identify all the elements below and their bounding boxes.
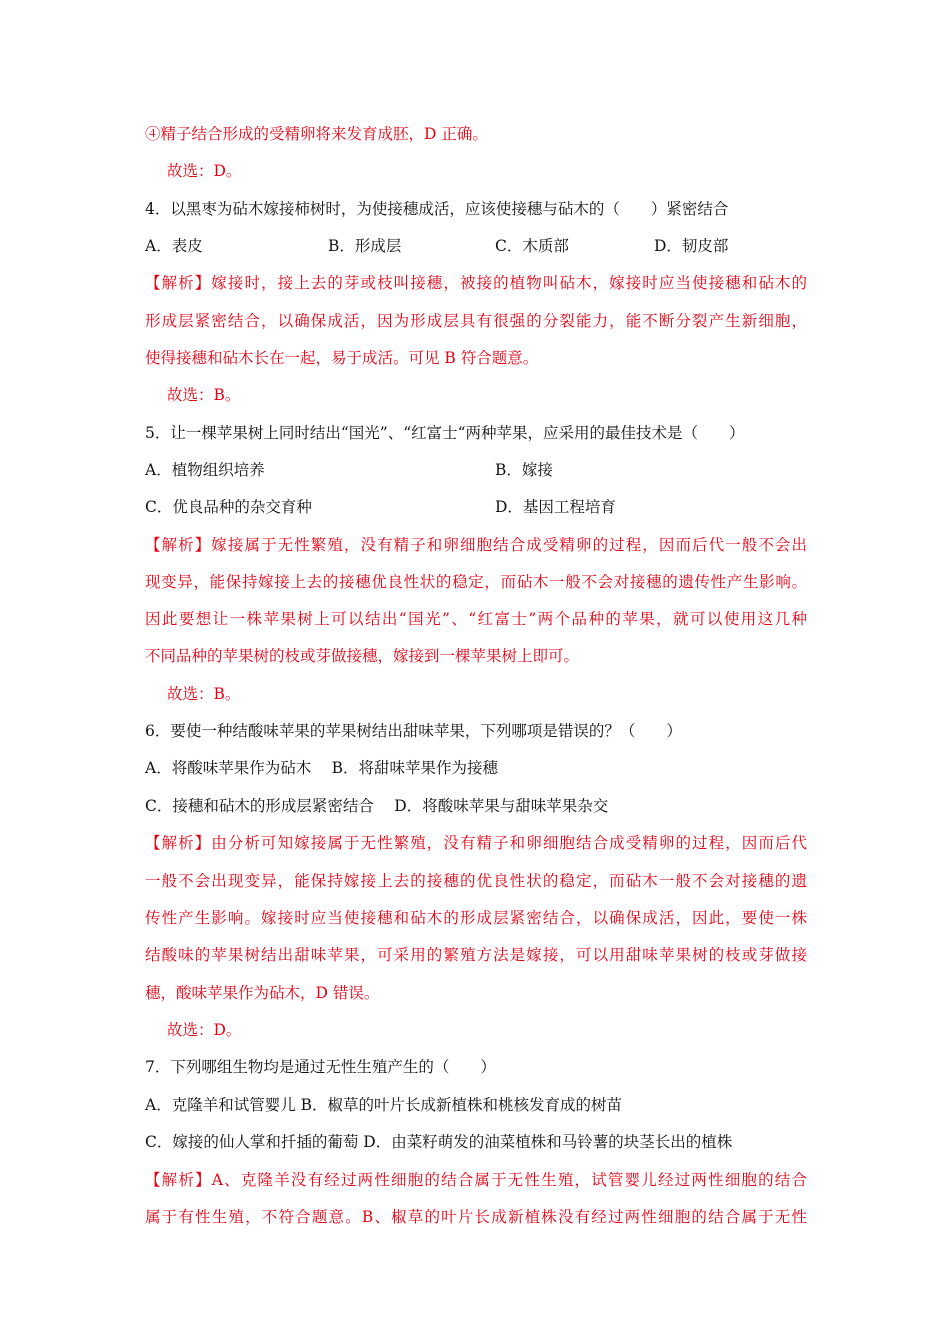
q5-explanation-3: 因此要想让一株苹果树上可以结出“国光”、“红富士”两个品种的苹果，就可以使用这几种 bbox=[145, 610, 807, 628]
question-4: 4．以黑枣为砧木嫁接柿树时，为使接穗成活，应该使接穗与砧木的（ ）紧密结合 bbox=[145, 200, 729, 218]
q6-options-cd: C．接穗和砧木的形成层紧密结合 D．将酸味苹果与甜味苹果杂交 bbox=[145, 797, 609, 815]
q4-option-c: C．木质部 bbox=[495, 237, 569, 255]
q7-explanation-1: 【解析】A、克隆羊没有经过两性细胞的结合属于无性生殖，试管婴儿经过两性细胞的结合 bbox=[145, 1171, 807, 1189]
q6-explanation-2: 一般不会出现变异，能保持嫁接上去的接穗的优良性状的稳定，而砧木一般不会对接穗的遗 bbox=[145, 872, 807, 890]
q6-explanation-3: 传性产生影响。嫁接时应当使接穗和砧木的形成层紧密结合，以确保成活，因此，要使一株 bbox=[145, 909, 807, 927]
question-5: 5．让一棵苹果树上同时结出“国光”、“红富士“两种苹果，应采用的最佳技术是（ ） bbox=[145, 424, 745, 442]
q6-explanation-1: 【解析】由分析可知嫁接属于无性繁殖，没有精子和卵细胞结合成受精卵的过程，因而后代 bbox=[145, 834, 807, 852]
q4-option-a: A．表皮 bbox=[145, 237, 203, 255]
q5-explanation-2: 现变异，能保持嫁接上去的接穗优良性状的稳定，而砧木一般不会对接穗的遗传性产生影响。 bbox=[145, 573, 807, 591]
q7-explanation-2: 属于有性生殖，不符合题意。B、椒草的叶片长成新植株没有经过两性细胞的结合属于无性 bbox=[145, 1208, 807, 1226]
q4-option-b: B．形成层 bbox=[328, 237, 402, 255]
question-7: 7．下列哪组生物均是通过无性生殖产生的（ ） bbox=[145, 1058, 496, 1076]
answer-line: 故选：D。 bbox=[167, 162, 242, 180]
q5-option-d: D．基因工程培育 bbox=[495, 498, 616, 516]
q7-options-ab: A．克隆羊和试管婴儿 B．椒草的叶片长成新植株和桃核发育成的树苗 bbox=[145, 1096, 623, 1114]
q5-explanation-4: 不同品种的苹果树的枝或芽做接穗，嫁接到一棵苹果树上即可。 bbox=[145, 647, 580, 665]
explanation-line: ④精子结合形成的受精卵将来发育成胚，D 正确。 bbox=[145, 125, 488, 143]
q4-explanation-3: 使得接穗和砧木长在一起，易于成活。可见 B 符合题意。 bbox=[145, 349, 539, 367]
q6-options-ab: A．将酸味苹果作为砧木 B．将甜味苹果作为接穗 bbox=[145, 759, 499, 777]
q7-options-cd: C．嫁接的仙人掌和扦插的葡萄 D．由菜籽萌发的油菜植株和马铃薯的块茎长出的植株 bbox=[145, 1133, 733, 1151]
q4-explanation-2: 形成层紧密结合，以确保成活，因为形成层具有很强的分裂能力，能不断分裂产生新细胞， bbox=[145, 312, 807, 330]
q5-option-a: A．植物组织培养 bbox=[145, 461, 265, 479]
q4-explanation-1: 【解析】嫁接时，接上去的芽或枝叫接穗，被接的植物叫砧木，嫁接时应当使接穗和砧木的 bbox=[145, 274, 807, 292]
q5-answer: 故选：B。 bbox=[167, 685, 241, 703]
q4-answer: 故选：B。 bbox=[167, 386, 241, 404]
q5-explanation-1: 【解析】嫁接属于无性繁殖，没有精子和卵细胞结合成受精卵的过程，因而后代一般不会出 bbox=[145, 536, 807, 554]
q6-explanation-5: 穗，酸味苹果作为砧木，D 错误。 bbox=[145, 984, 380, 1002]
question-6: 6．要使一种结酸味苹果的苹果树结出甜味苹果，下列哪项是错误的？（ ） bbox=[145, 722, 682, 740]
q6-answer: 故选：D。 bbox=[167, 1021, 242, 1039]
q5-option-c: C．优良品种的杂交育种 bbox=[145, 498, 312, 516]
q6-explanation-4: 结酸味的苹果树结出甜味苹果，可采用的繁殖方法是嫁接，可以用甜味苹果树的枝或芽做接 bbox=[145, 946, 807, 964]
q4-option-d: D．韧皮部 bbox=[654, 237, 729, 255]
q5-option-b: B．嫁接 bbox=[495, 461, 553, 479]
